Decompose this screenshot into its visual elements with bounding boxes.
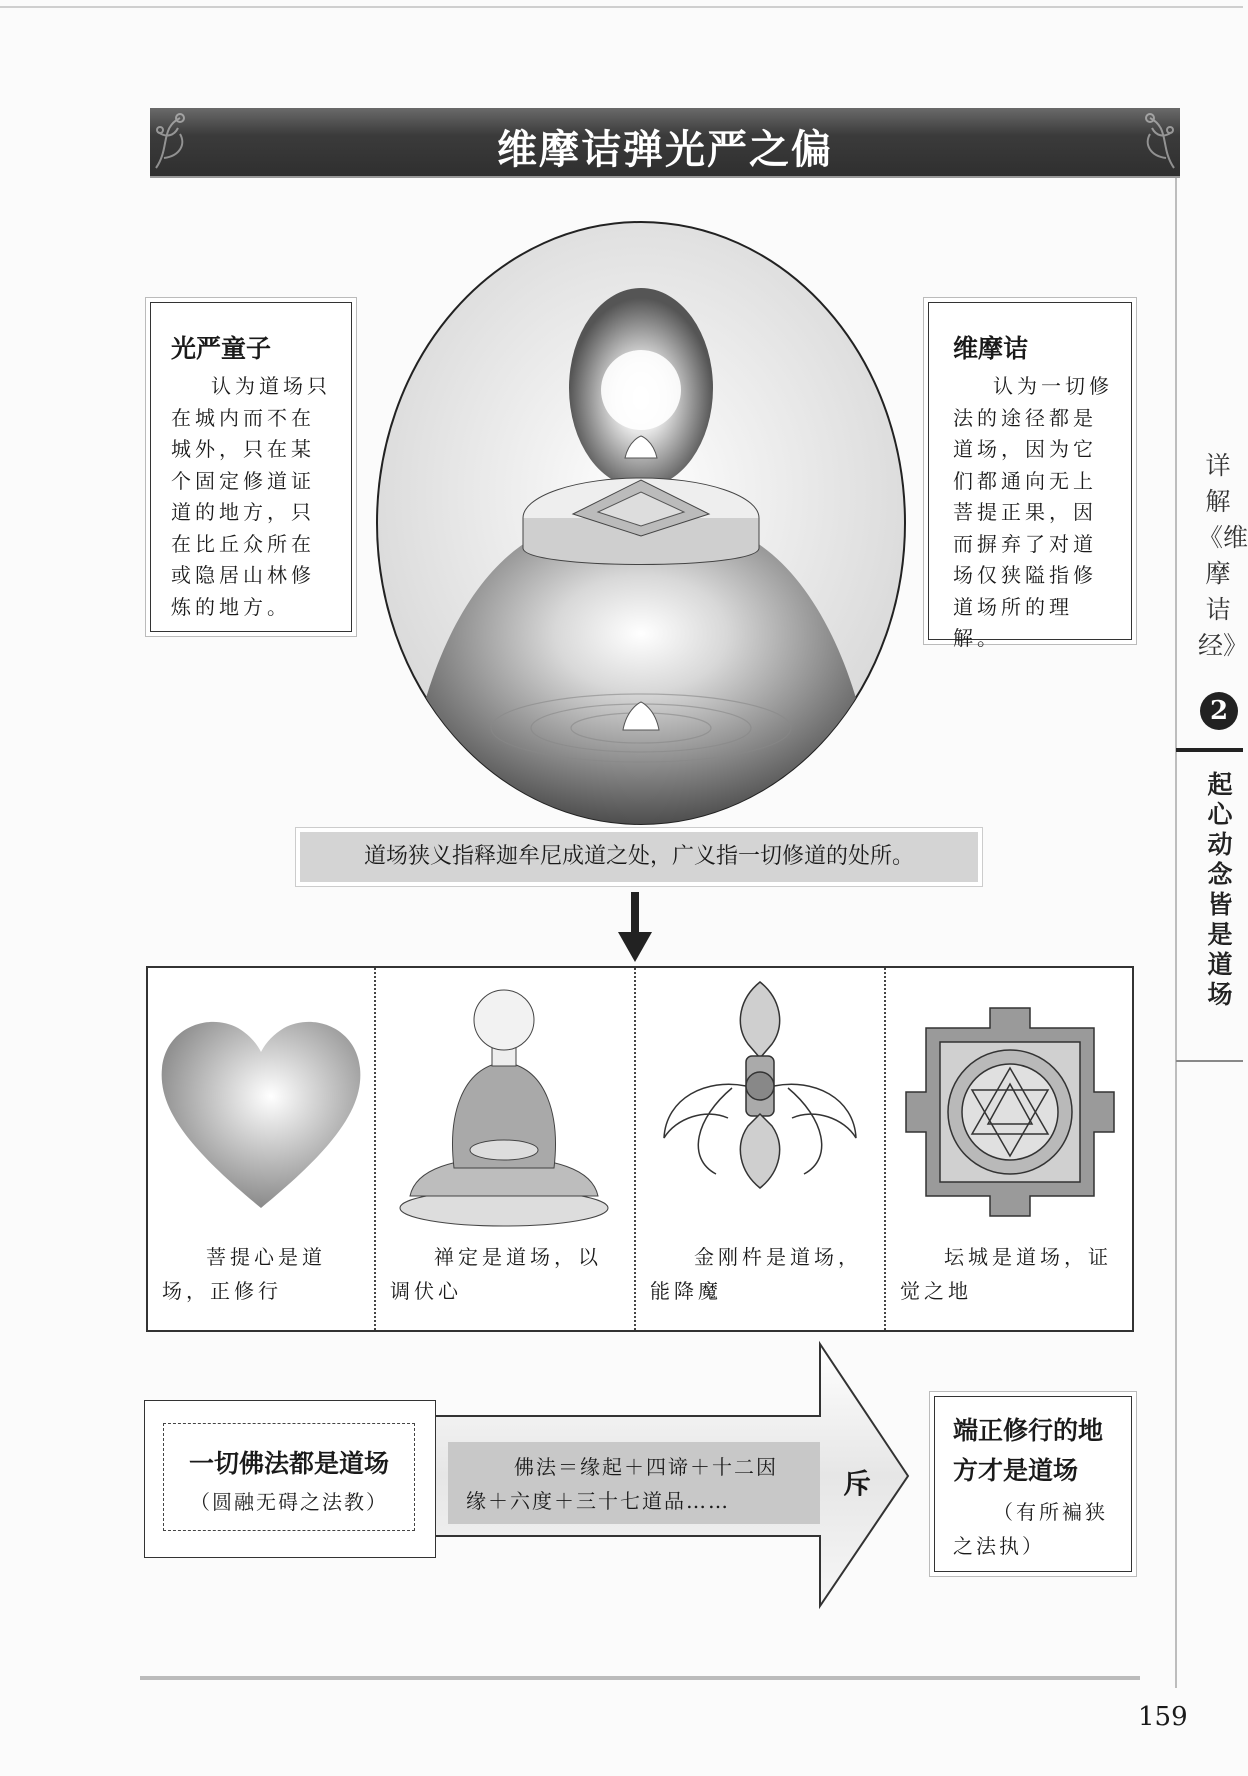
dojo-panels (146, 966, 1134, 1332)
vimalakirti-text: 认为一切修法的途径都是道场，因为它们都通向无上菩提正果，因而摒弃了对道场仅狭隘指修道场所的理解。 (953, 374, 1113, 650)
formula-line-1: 佛法＝缘起＋四谛＋十二因 (514, 1455, 778, 1479)
guangyan-box (150, 302, 352, 632)
tab-divider-top (1176, 748, 1243, 752)
all-dharma-sub: （圆融无碍之法教） (190, 1490, 388, 1514)
margin-rule (1175, 178, 1177, 1688)
top-rule (0, 6, 1243, 8)
panel-mandala-caption: 坛城是道场，证觉之地 (900, 1245, 1112, 1303)
dharma-formula (448, 1442, 820, 1524)
tab-divider-bottom (1176, 1060, 1243, 1062)
buddha-oval-illustration (373, 218, 909, 828)
guangyan-text: 认为道场只在城内而不在城外，只在某个固定修道证道的地方，只在比丘众所在或隐居山林修炼的地方。 (171, 374, 331, 619)
series-title: 详解《维摩诘经》 (1198, 451, 1248, 660)
panel-vajra-caption: 金刚杵是道场，能降魔 (650, 1245, 862, 1303)
title-banner (150, 108, 1180, 176)
page-title: 维摩诘弹光严之偏 (497, 127, 833, 173)
panel-heart-caption: 菩提心是道场，正修行 (162, 1245, 326, 1303)
panel-vajra (634, 968, 884, 1330)
all-dharma-box (144, 1400, 436, 1558)
page-number: 159 (1138, 1702, 1188, 1732)
definition-caption: 道场狭义指释迦牟尼成道之处，广义指一切修道的处所。 (300, 832, 978, 882)
meditating-monk-icon (376, 968, 634, 1238)
vimalakirti-heading: 维摩诘 (953, 334, 1029, 363)
panel-monk (374, 968, 634, 1330)
all-dharma-inner (163, 1423, 415, 1531)
down-arrow-icon (616, 892, 654, 962)
chapter-title: 起心动念皆是道场 (1207, 770, 1233, 1009)
all-dharma-heading: 一切佛法都是道场 (188, 1449, 389, 1478)
panel-monk-caption: 禅定是道场，以调伏心 (390, 1245, 602, 1303)
panel-mandala (884, 968, 1134, 1330)
footer-rule (140, 1676, 1140, 1680)
vimalakirti-box (928, 302, 1132, 650)
mandala-icon (886, 968, 1134, 1238)
chapter-number-badge: 2 (1200, 692, 1238, 730)
panel-heart (148, 968, 374, 1330)
heart-icon (148, 968, 374, 1238)
reject-label: 斥 (843, 1467, 872, 1500)
narrow-view-sub: （有所褊狭之法执） (953, 1500, 1108, 1558)
narrow-view-heading: 端正修行的地方才是道场 (953, 1416, 1104, 1485)
narrow-view-box (934, 1396, 1132, 1572)
guangyan-heading: 光严童子 (171, 334, 272, 363)
formula-line-2: 缘＋六度＋三十七道品…… (466, 1489, 730, 1513)
vajra-icon (636, 968, 884, 1238)
